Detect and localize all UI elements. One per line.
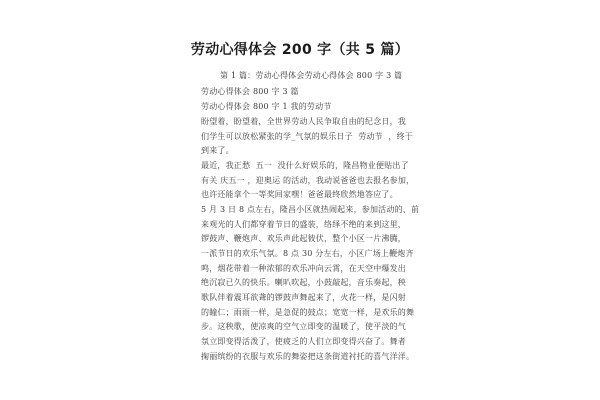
line-9: 也许还能拿个一等奖回家嘿！爸爸最终欣然地答应了。 [201,190,398,199]
line-19: 氛立即变得活泼了，使疲乏的人们立即变得兴奋了。舞者 [201,337,406,346]
line-11: 来观光的人们都穿着节日的盛装，络绎不绝的来到这里， [201,220,406,229]
line-4: 盼望着，盼望着，全世界劳动人民争取自由的纪念日，我 [201,117,406,126]
line-14: 鸣，烟花带着一种浓郁的欢乐冲向云霄，在天空中爆发出 [201,264,406,273]
line-12: 锣鼓声、鞭炮声、欢乐声此起彼伏，整个小区一片沸腾， [201,234,406,243]
line-6: 到来了。 [201,146,234,155]
line-5: 们学生可以放松紧张的学_气氛的娱乐日子 劳动节 ，终于 [201,132,413,141]
line-16: 歌队伴着震耳欲聋的锣鼓声舞起来了，火花一样，是闪射 [201,293,406,302]
line-17: 的瞳仁；雨雨一样，是急促的鼓点；宽宽一样，是欢乐的舞 [201,308,415,317]
document-title: 劳动心得体会 200 字（共 5 篇） [190,42,410,58]
line-1: 第 1 篇：劳动心得体会劳动心得体会 800 字 3 篇 [220,71,403,80]
line-13: 一派节日的欢乐气氛。8 点 30 分左右，小区广场上鞭炮齐 [201,249,414,258]
line-15: 绝沉寂已久的快乐。喇叭吹起，小鼓敲起，音乐奏起，秧 [201,278,406,287]
line-18: 步。这秧歌，使凉爽的空气立即变的温暖了，使平淡的气 [201,322,406,331]
line-2: 劳动心得体会 800 字 3 篇 [201,87,299,96]
line-20: 掬丽缤纷的衣服与欢乐的舞姿把这条街道衬托的喜气洋洋。 [201,352,415,361]
line-7: 最近，我正愁 五一 没什么好娱乐的，隆昌物业便贴出了 [201,161,409,170]
line-3: 劳动心得体会 800 字 1 我的劳动节 [201,102,332,111]
line-8: 有关 庆五一 ，迎奥运 的活动，我动说爸爸也去报名参加， [201,176,415,185]
line-10: 5 月 3 日 8 点左右，隆昌小区就热闹起来，参加活动的、前 [201,205,420,214]
